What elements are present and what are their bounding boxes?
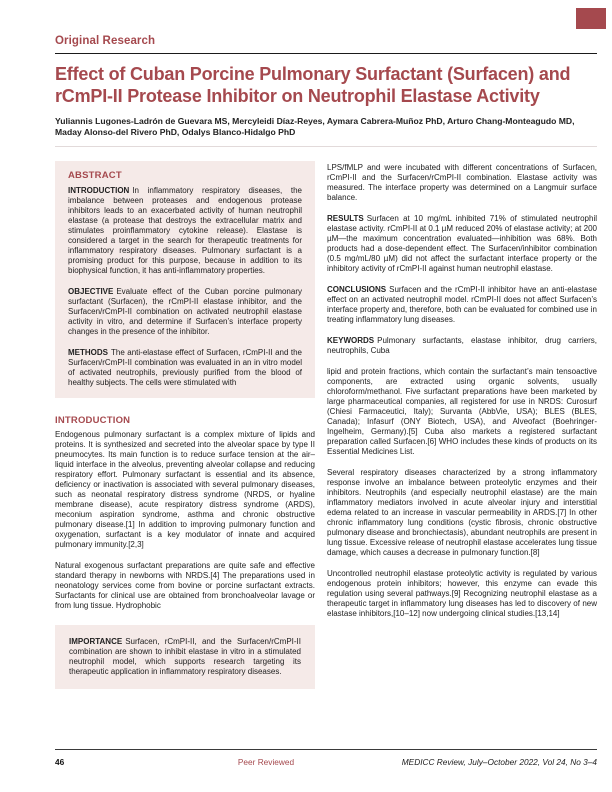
page-footer [55, 749, 597, 767]
body-paragraph: Natural exogenous surfactant preparations are quite safe and effective standard therapy in newborns with NRDS.[4] The preparations used in neonatology services come from bovine or porcine surfactant extracts. Surfactants for clinical use are obtained from bronchoalveolar lavage or from lung tissue. Hydrophobic [55, 561, 315, 610]
paragraph-text: Evaluate effect of the Cuban porcine pulmonary surfactant (Surfacen), the rCmPI-II elastase inhibitor, and the Surfacen/rCmPI-II combination on activated neutrophil elastase activity in vitro, and determine if Surfacen’s interface property changes in the presence of the inhibitor. [68, 287, 302, 336]
abstract-paragraph [327, 163, 597, 203]
page-content [55, 0, 597, 689]
abstract-paragraph [68, 348, 302, 388]
footer-rule [55, 749, 597, 750]
abstract-box [55, 161, 315, 398]
body-paragraph: Endogenous pulmonary surfactant is a complex mixture of lipids and proteins. It is synthesized and secreted into the alveolar space by type II pneumocytes. Its main function is to reduce surface tension at the air–liquid interface in the alveolus, preventing alveolar collapse and reducing respiratory effort. Pulmonary surfactant is essential and its absence, deficiency or inactivation is associated with several pulmonary diseases, such as neonatal respiratory distress syndrome (NRDS, or hyaline membrane disease), acute respiratory distress syndrome (ARDS), meconium aspiration syndrome, asthma and chronic obstructive pulmonary disease.[1] In addition to improving pulmonary function and oxygenation, surfactant is a key modulator of innate and acquired pulmonary immunity.[2,3] [55, 430, 315, 549]
paragraph-text: In inflammatory respiratory diseases, the imbalance between proteases and endogenous protease inhibitors leads to an exacerbated activity of human neutrophil elastase (a protease that destroys the extracellular matrix and stimulates proinflammatory cytokine release). Elastase is considered a target in the search for therapeutic treatments for inflammatory respiratory diseases. Pulmonary surfactant is a promising product for this purpose, because in addition to its biophysical function, it has anti-inflammatory properties. [68, 186, 302, 275]
paragraph-label: CONCLUSIONS [327, 285, 387, 294]
abstract-paragraph [327, 214, 597, 274]
peer-reviewed-label: Peer Reviewed [237, 757, 295, 767]
left-column [55, 161, 315, 689]
abstract-paragraph [68, 186, 302, 276]
paragraph-label: OBJECTIVE [68, 287, 114, 296]
page-number: 46 [55, 757, 65, 767]
section-kicker: Original Research [55, 35, 156, 47]
abstract-heading: ABSTRACT [68, 170, 122, 181]
abstract-paragraph [327, 336, 597, 356]
paragraph-label: RESULTS [327, 214, 364, 223]
article-title: Effect of Cuban Porcine Pulmonary Surfactant (Surfacen) and rCmPI-II Protease Inhibitor on Neutrophil Elastase Activity [55, 64, 571, 106]
authors-line: Yuliannis Lugones-Ladrón de Guevara MS, Mercyleidi Díaz-Reyes, Aymara Cabrera-Muñoz PhD, Arturo Chang-Monteagudo MD, Maday Alonso-del Rivero PhD, Odalys Blanco-Hidalgo PhD [55, 116, 575, 137]
two-column-layout [55, 161, 597, 689]
paragraph-text: Surfacen and the rCmPI-II inhibitor have an anti-elastase effect on an activated neutrophil model. rCmPI-II does not affect Surfacen’s interface property and, therefore, both can be evaluated for combined use in treating inflammatory lung diseases. [327, 285, 597, 324]
authors-divider [55, 146, 597, 147]
paragraph-text: Pulmonary surfactants, elastase inhibitor, drug carriers, neutrophils, Cuba [327, 336, 597, 355]
abstract-paragraph [68, 287, 302, 337]
abstract-paragraph [327, 285, 597, 325]
footer-row [55, 757, 597, 767]
paragraph-label: METHODS [68, 348, 108, 357]
journal-citation: MEDICC Review, July–October 2022, Vol 24, No 3–4 [401, 757, 597, 767]
corner-tab [576, 8, 606, 29]
importance-label: IMPORTANCE [69, 637, 123, 646]
intro-heading: INTRODUCTION [55, 415, 131, 426]
header-rule [55, 53, 597, 54]
body-paragraph: Uncontrolled neutrophil elastase proteolytic activity is regulated by various endogenous protein inhibitors; however, this enzyme can evade this regulation using several pathways.[9] Recognizing neutrophil elastase as a therapeutic target in inflammatory lung diseases has led to discovery of new elastase inhibitors,[10–12] now undergoing clinical studies.[13,14] [327, 569, 597, 618]
body-paragraph: lipid and protein fractions, which contain the surfactant’s main tensoactive components, are extracted using organic solvents, usually chloroform/methanol. Five surfactant preparations have been marketed by large pharmaceutical companies, all registered for use in NRDS: Curosurf (Chiesi Farmaceutici, Italy); Survanta (AbbVie, USA); BLES (BLES, Canada); Infasurf (ONY Biotech, USA), and Alveofact (Boehringer-Ingelheim, Germany).[5] Cuba also markets a registered surfactant preparation called Surfacen.[6] WHO includes these kinds of products on its Essential Medicines List. [327, 367, 597, 456]
importance-box [55, 625, 315, 689]
paragraph-text: LPS/fMLP and were incubated with different concentrations of Surfacen, rCmPI-II and the Surfacen/rCmPI-II combination. Elastase activity was measured. The interface property was determined on a Langmuir surface balance. [327, 163, 597, 202]
paragraph-label: INTRODUCTION [68, 186, 130, 195]
paragraph-text: The anti-elastase effect of Surfacen, rCmPI-II and the Surfacen/rCmPI-II combination was evaluated in an in vitro model of activated neutrophils, previously purified from the blood of healthy subjects. The cells were stimulated with [68, 348, 302, 387]
importance-text: Surfacen, rCmPI-II, and the Surfacen/rCmPI-II combination are shown to inhibit elastase in vitro in a stimulated neutrophil model, which supports research targeting its therapeutic application in inflammatory respiratory diseases. [69, 637, 301, 676]
paragraph-label: KEYWORDS [327, 336, 375, 345]
right-column [327, 161, 597, 689]
paragraph-text: Surfacen at 10 mg/mL inhibited 71% of stimulated neutrophil elastase activity. rCmPI-II at 0.1 µM reduced 20% of elastase activity; at 200 µM—the maximum concentration evaluated—inhibition was 68%. Both products had a dose-dependent effect. The Surfacen/inhibitor combination (0.5 mg/mL/80 µM) did not affect the surfactant interface property or the inhibitory activity of rCmPI-II against human neutrophil elastase. [327, 214, 597, 273]
importance-paragraph [69, 637, 301, 677]
body-paragraph: Several respiratory diseases characterized by a strong inflammatory response involve an imbalance between proteolytic enzymes and their inhibitors. Neutrophils (and especially neutrophil elastase) are the main inflammatory mediators involved in acute alveolar injury and interstitial edema related to an increase in vascular permeability in ARDS.[7] In other chronic inflammatory lung conditions (cystic fibrosis, chronic obstructive pulmonary disease and bronchiectasis), abundant neutrophils are present in lung tissue. Excessive release of neutrophil elastase accelerates lung tissue damage, which causes a decrease in pulmonary function.[8] [327, 468, 597, 557]
